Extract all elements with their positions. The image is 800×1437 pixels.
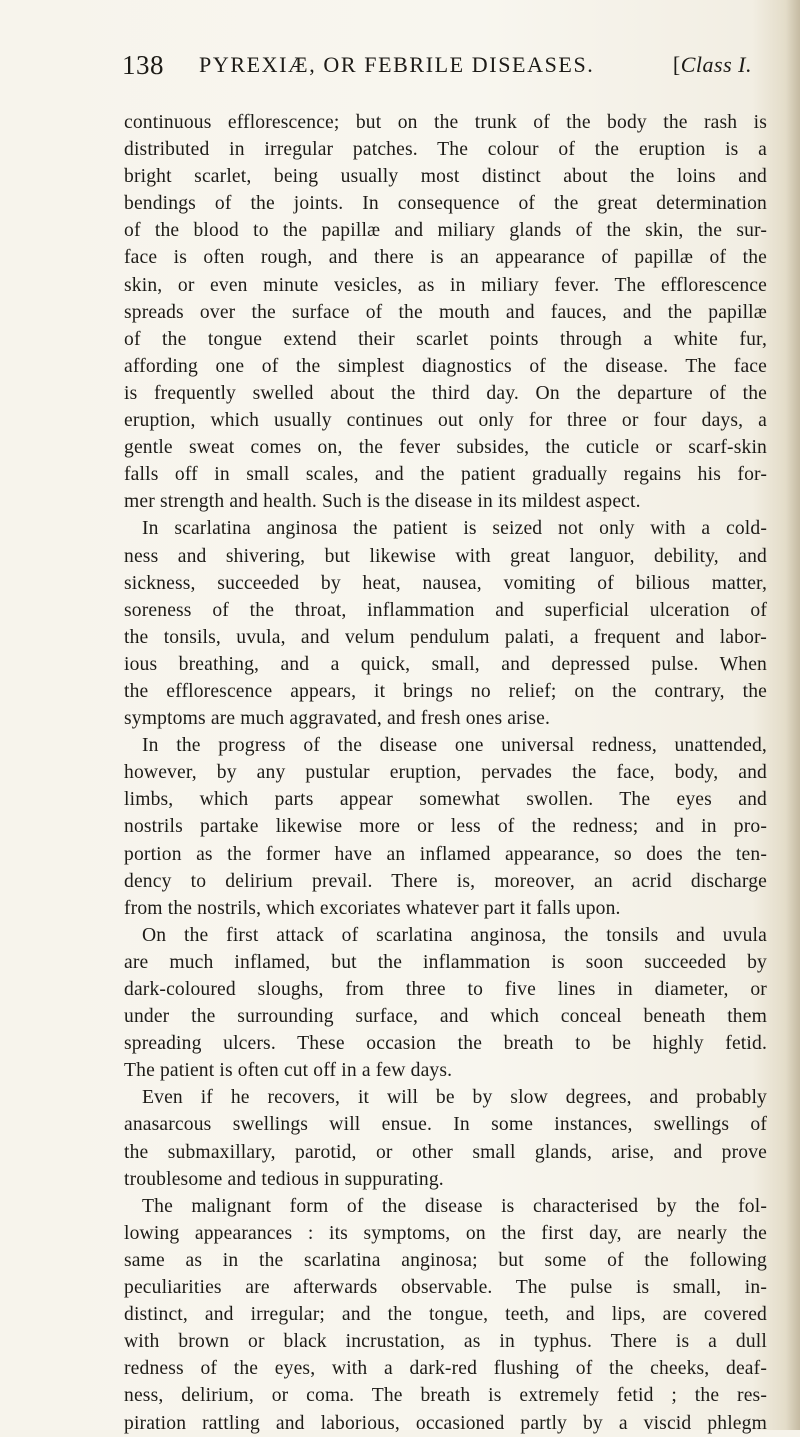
text-line: continuous efflorescence; but on the trunk of the body the rash is xyxy=(124,112,767,133)
text-line: ness, delirium, or coma. The breath is extremely fetid ; the res- xyxy=(124,1385,767,1407)
text-line: the submaxillary, parotid, or other small glands, arise, and prove xyxy=(124,1141,767,1163)
text-line: soreness of the throat, inflammation and superficial ulceration of xyxy=(124,599,767,621)
text-line: the efflorescence appears, it brings no relief; on the contrary, the xyxy=(124,680,767,702)
text-line: the tonsils, uvula, and velum pendulum palati, a frequent and labor- xyxy=(124,626,767,648)
text-line: spreading ulcers. These occasion the breath to be highly fetid. xyxy=(124,1033,767,1055)
text-line: nostrils partake likewise more or less of the redness; and in pro- xyxy=(124,816,767,838)
page-number: 138 xyxy=(122,50,164,80)
text-line: gentle sweat comes on, the fever subsides, the cuticle or scarf-skin xyxy=(124,437,767,459)
text-line: same as in the scarlatina anginosa; but some of the following xyxy=(124,1249,767,1271)
body-text xyxy=(124,109,767,1437)
text-line: with brown or black incrustation, as in typhus. There is a dull xyxy=(124,1331,767,1353)
text-line: under the surrounding surface, and which conceal beneath them xyxy=(124,1006,767,1028)
text-line: sickness, succeeded by heat, nausea, vomiting of bilious matter, xyxy=(124,572,767,594)
text-line: distinct, and irregular; and the tongue, teeth, and lips, are covered xyxy=(124,1304,767,1326)
text-line: In the progress of the disease one universal redness, unattended, xyxy=(142,735,767,757)
text-line: spreads over the surface of the mouth and fauces, and the papillæ xyxy=(124,301,767,323)
text-line: ious breathing, and a quick, small, and depressed pulse. When xyxy=(124,653,767,675)
text-line: In scarlatina anginosa the patient is seized not only with a cold- xyxy=(142,518,767,540)
text-line: of the tongue extend their scarlet points through a white fur, xyxy=(124,328,767,350)
header-class-label: Class I. xyxy=(680,52,752,77)
text-line: peculiarities are afterwards observable. The pulse is small, in- xyxy=(124,1277,767,1299)
text-line: distributed in irregular patches. The colour of the eruption is a xyxy=(124,139,767,161)
header-class xyxy=(673,52,752,78)
text-line: of the blood to the papillæ and miliary glands of the skin, the sur- xyxy=(124,220,767,242)
running-head xyxy=(122,50,758,86)
text-line: is frequently swelled about the third day. On the departure of the xyxy=(124,382,767,404)
text-line: affording one of the simplest diagnostics of the disease. The face xyxy=(124,355,767,377)
text-line: from the nostrils, which excoriates whatever part it falls upon. xyxy=(124,897,621,919)
text-line: skin, or even minute vesicles, as in miliary fever. The efflorescence xyxy=(124,274,767,296)
text-line: troublesome and tedious in suppurating. xyxy=(124,1168,444,1190)
text-line: are much inflamed, but the inflammation is soon succeeded by xyxy=(124,951,767,973)
text-line: portion as the former have an inflamed appearance, so does the ten- xyxy=(124,843,767,865)
header-title: PYREXIÆ, OR FEBRILE DISEASES. xyxy=(199,52,595,77)
text-line: bright scarlet, being usually most distinct about the loins and xyxy=(124,166,767,188)
text-line: falls off in small scales, and the patient gradually regains his for- xyxy=(124,464,767,486)
text-line: limbs, which parts appear somewhat swollen. The eyes and xyxy=(124,789,767,811)
text-line: Even if he recovers, it will be by slow degrees, and probably xyxy=(142,1087,767,1109)
text-line: however, by any pustular eruption, pervades the face, body, and xyxy=(124,762,767,784)
header-bracket: [ xyxy=(672,52,681,77)
text-line: face is often rough, and there is an appearance of papillæ of the xyxy=(124,247,767,269)
text-line: piration rattling and laborious, occasioned partly by a viscid phlegm xyxy=(124,1412,767,1434)
text-line: lowing appearances : its symptoms, on the first day, are nearly the xyxy=(124,1222,767,1244)
text-line: symptoms are much aggravated, and fresh ones arise. xyxy=(124,708,551,730)
page-edge-shadow xyxy=(786,0,800,1430)
text-line: dency to delirium prevail. There is, moreover, an acrid discharge xyxy=(124,870,767,892)
text-line: The patient is often cut off in a few days. xyxy=(124,1060,453,1082)
text-line: bendings of the joints. In consequence of the great determination xyxy=(124,193,767,215)
text-line: mer strength and health. Such is the disease in its mildest aspect. xyxy=(124,491,641,513)
text-line: eruption, which usually continues out only for three or four days, a xyxy=(124,410,767,432)
text-line: The malignant form of the disease is characterised by the fol- xyxy=(142,1195,767,1217)
text-line: dark-coloured sloughs, from three to five lines in diameter, or xyxy=(124,979,767,1000)
text-line: anasarcous swellings will ensue. In some instances, swellings of xyxy=(124,1114,767,1136)
text-line: On the first attack of scarlatina anginosa, the tonsils and uvula xyxy=(142,924,767,946)
text-line: ness and shivering, but likewise with great languor, debility, and xyxy=(124,545,767,567)
text-line: redness of the eyes, with a dark-red flushing of the cheeks, deaf- xyxy=(124,1358,767,1380)
